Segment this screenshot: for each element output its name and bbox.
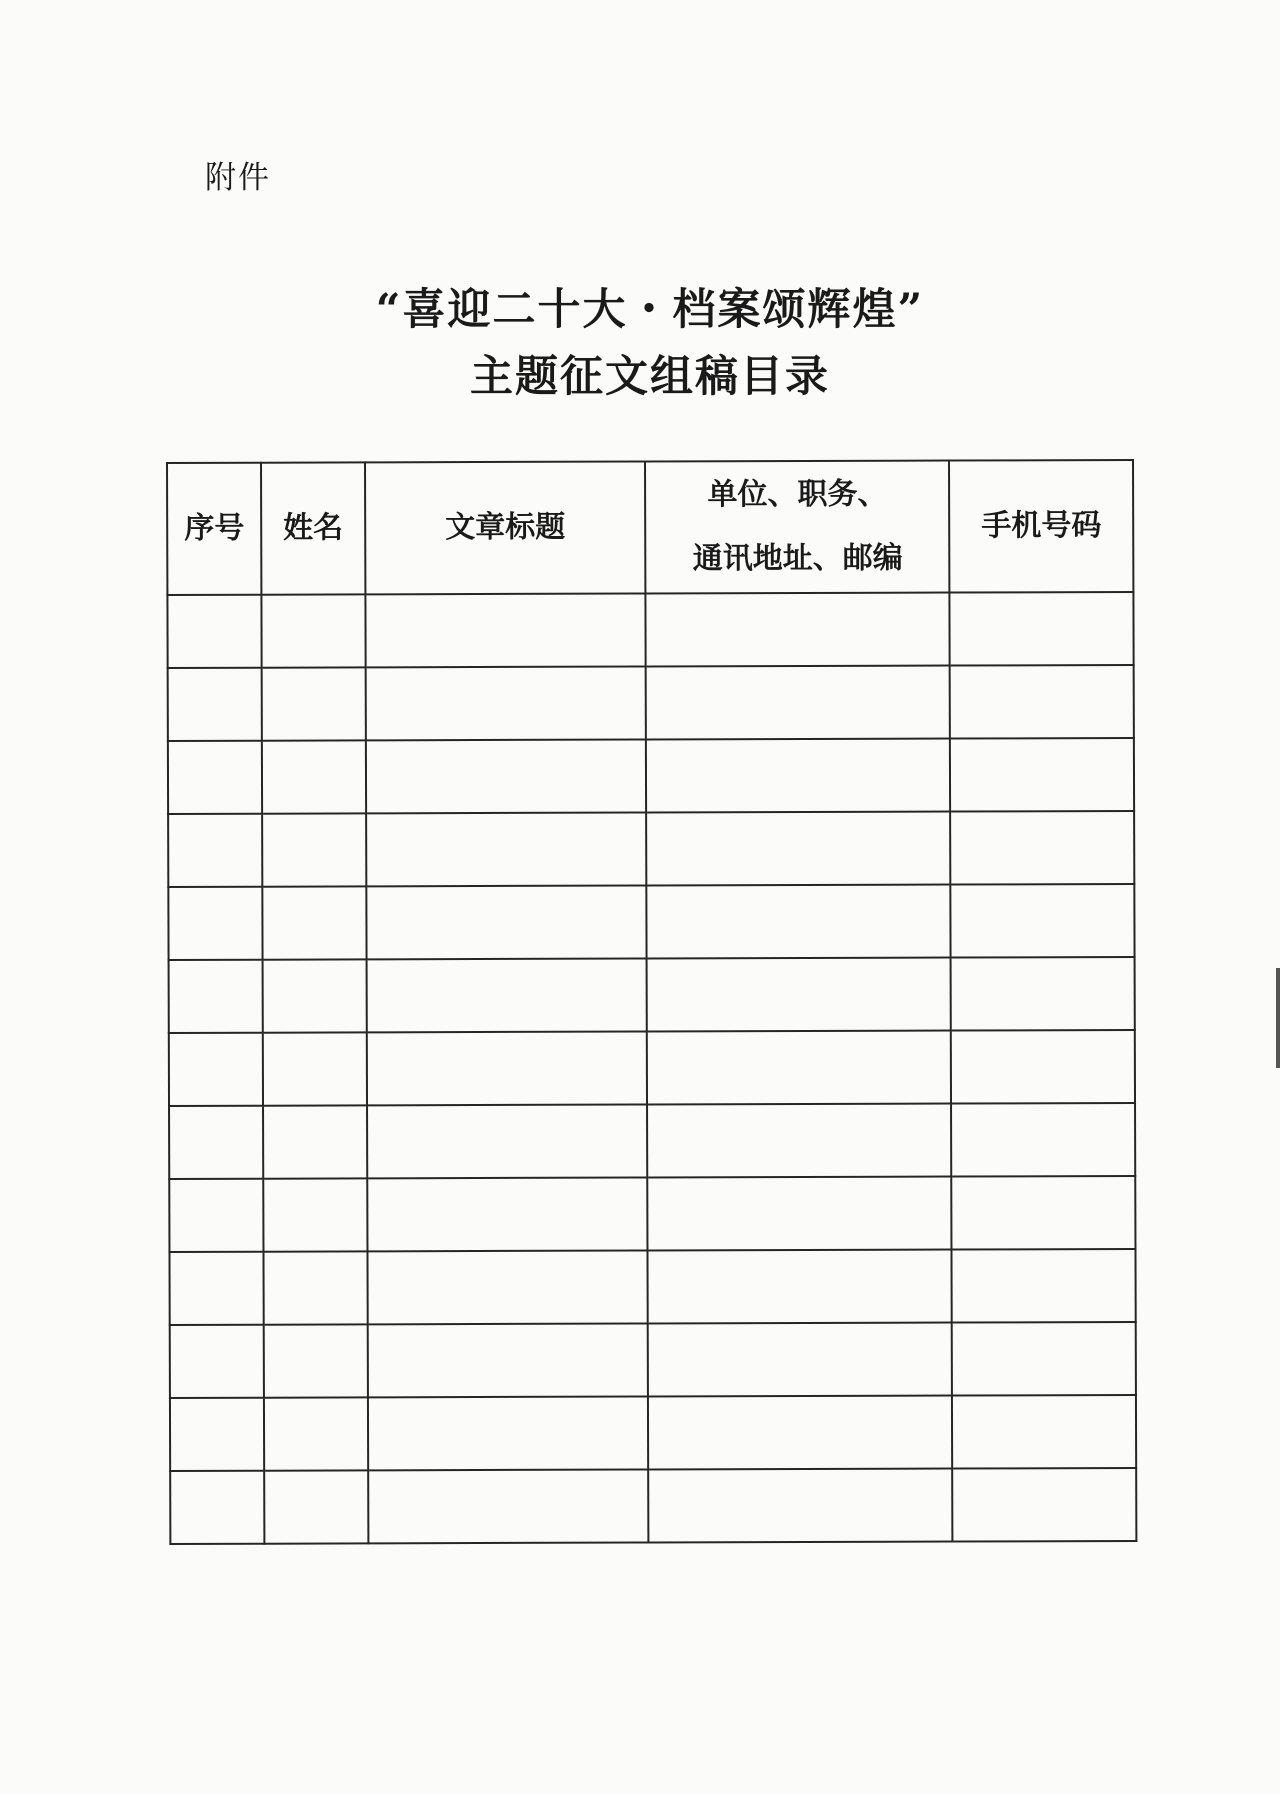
table-cell bbox=[952, 1322, 1136, 1396]
table-cell bbox=[264, 1251, 368, 1324]
table-cell bbox=[367, 1323, 648, 1397]
header-unit-position-address: 单位、职务、 通讯地址、邮编 bbox=[645, 461, 949, 594]
table-cell bbox=[365, 593, 646, 667]
table-cell bbox=[367, 1177, 648, 1251]
table-row bbox=[168, 884, 1134, 960]
table-header-row bbox=[167, 460, 1133, 595]
title-line-1: “喜迎二十大・档案颂辉煌” bbox=[375, 285, 925, 335]
table-cell bbox=[647, 812, 951, 886]
table-row bbox=[168, 811, 1134, 887]
table-cell bbox=[365, 739, 646, 813]
table-cell bbox=[951, 1103, 1135, 1177]
table-cell bbox=[168, 887, 263, 960]
table-cell bbox=[952, 1395, 1136, 1469]
table-body bbox=[167, 592, 1136, 1544]
table-cell bbox=[647, 958, 951, 1032]
table-row bbox=[170, 1395, 1136, 1471]
table-cell bbox=[262, 740, 366, 813]
title-line-2: 主题征文组稿目录 bbox=[470, 352, 830, 402]
table-cell bbox=[648, 1323, 952, 1397]
table-row bbox=[169, 957, 1135, 1033]
table-cell bbox=[262, 594, 366, 667]
table-cell bbox=[951, 884, 1135, 958]
header-serial-number: 序号 bbox=[167, 463, 262, 595]
table-cell bbox=[170, 1471, 265, 1544]
table-cell bbox=[169, 960, 264, 1033]
attachment-label: 附件 bbox=[205, 160, 271, 196]
table-cell bbox=[647, 1031, 951, 1105]
table-cell bbox=[168, 668, 263, 741]
table-row bbox=[169, 1176, 1135, 1252]
table-cell bbox=[367, 1250, 648, 1324]
table-cell bbox=[169, 1033, 264, 1106]
table-cell bbox=[168, 814, 263, 887]
table-cell bbox=[262, 813, 366, 886]
table-cell bbox=[366, 812, 647, 886]
table-cell bbox=[952, 1176, 1136, 1250]
table-cell bbox=[950, 811, 1134, 885]
table-cell bbox=[263, 1105, 367, 1178]
table-cell bbox=[368, 1396, 649, 1470]
table-cell bbox=[368, 1469, 649, 1543]
table-cell bbox=[170, 1398, 265, 1471]
table-cell bbox=[367, 1104, 648, 1178]
table-cell bbox=[264, 1324, 368, 1397]
table-cell bbox=[263, 959, 367, 1032]
table-cell bbox=[170, 1325, 265, 1398]
table-row bbox=[169, 1249, 1135, 1325]
table-cell bbox=[262, 667, 366, 740]
table-cell bbox=[952, 1249, 1136, 1323]
table-cell bbox=[951, 957, 1135, 1031]
table-cell bbox=[648, 1396, 952, 1470]
table-cell bbox=[263, 886, 367, 959]
table-row bbox=[169, 1030, 1135, 1106]
table-cell bbox=[366, 885, 647, 959]
table-cell bbox=[950, 665, 1134, 739]
table-cell bbox=[169, 1179, 264, 1252]
scan-edge-mark bbox=[1276, 968, 1280, 1068]
table-cell bbox=[263, 1032, 367, 1105]
table-cell bbox=[646, 593, 950, 667]
header-article-title: 文章标题 bbox=[365, 461, 646, 594]
table-cell bbox=[169, 1252, 264, 1325]
table-cell bbox=[168, 741, 263, 814]
header-phone-number: 手机号码 bbox=[949, 460, 1133, 593]
table-row bbox=[167, 592, 1133, 668]
table-cell bbox=[646, 739, 950, 813]
table-cell bbox=[366, 958, 647, 1032]
table-cell bbox=[953, 1468, 1137, 1542]
table-cell bbox=[647, 1104, 951, 1178]
table-cell bbox=[950, 592, 1134, 666]
table-row bbox=[169, 1103, 1135, 1179]
table-cell bbox=[647, 885, 951, 959]
table-row bbox=[168, 738, 1134, 814]
table-cell bbox=[264, 1178, 368, 1251]
table-cell bbox=[365, 666, 646, 740]
table-row bbox=[170, 1322, 1136, 1398]
table-cell bbox=[169, 1106, 264, 1179]
table-cell bbox=[264, 1470, 368, 1543]
table-cell bbox=[646, 666, 950, 740]
table-cell bbox=[648, 1250, 952, 1324]
table-row bbox=[170, 1468, 1136, 1544]
table-cell bbox=[950, 738, 1134, 812]
table-row bbox=[168, 665, 1134, 741]
table-cell bbox=[951, 1030, 1135, 1104]
table-cell bbox=[366, 1031, 647, 1105]
submission-catalog-table bbox=[166, 459, 1137, 1545]
table-cell bbox=[264, 1397, 368, 1470]
table-cell bbox=[167, 595, 262, 668]
table-cell bbox=[649, 1469, 953, 1543]
header-name: 姓名 bbox=[261, 462, 365, 594]
table-cell bbox=[648, 1177, 952, 1251]
